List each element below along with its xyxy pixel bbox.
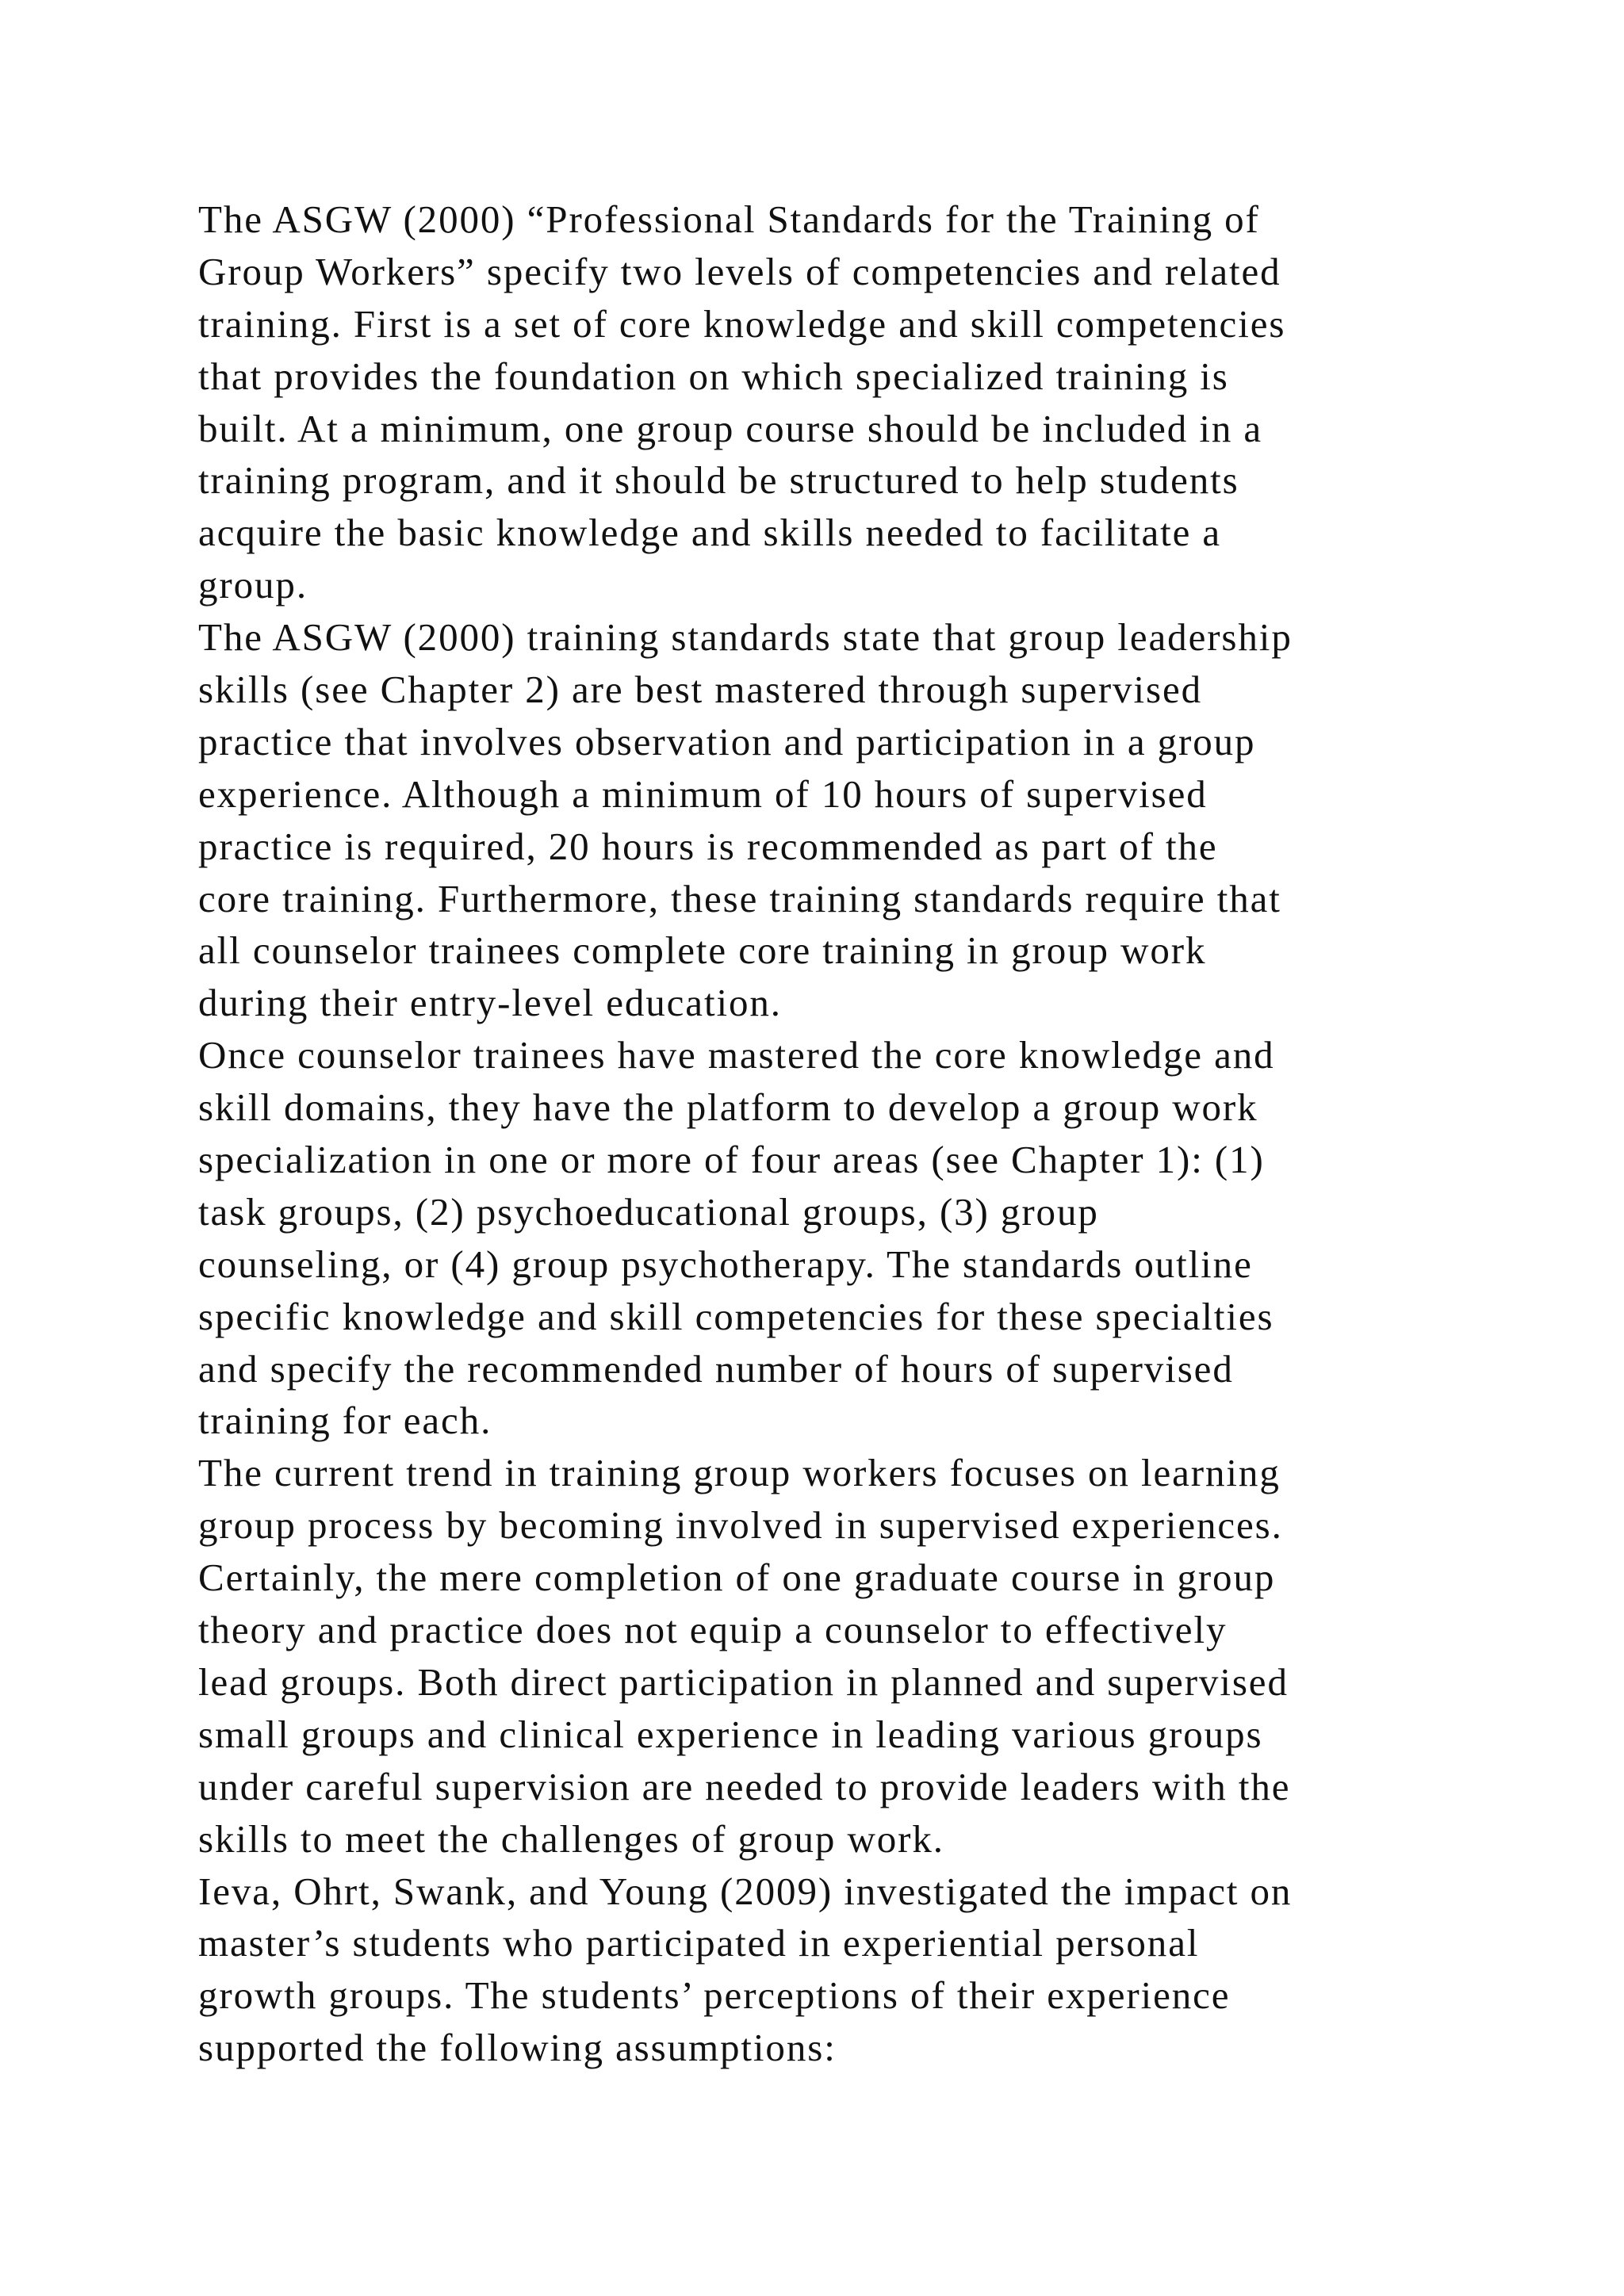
text-line: counseling, or (4) group psychotherapy. The standards outline — [198, 1242, 1253, 1286]
text-line: The current trend in training group workers focuses on learning — [198, 1451, 1281, 1495]
text-line: training for each. — [198, 1399, 492, 1443]
text-line: lead groups. Both direct participation in planned and supervised — [198, 1659, 1289, 1704]
text-line: practice that involves observation and participation in a group — [198, 719, 1256, 763]
text-line: Once counselor trainees have mastered the core knowledge and — [198, 1033, 1275, 1077]
text-line: The ASGW (2000) “Professional Standards for the Training of — [198, 197, 1260, 241]
paragraph-4 — [198, 1447, 1515, 1865]
paragraph-5 — [198, 1866, 1515, 2075]
text-line: experience. Although a minimum of 10 hours of supervised — [198, 771, 1208, 816]
text-line: under careful supervision are needed to provide leaders with the — [198, 1764, 1291, 1808]
text-line: all counselor trainees complete core training in group work — [198, 928, 1207, 973]
document-body — [198, 193, 1515, 2074]
text-line: group process by becoming involved in supervised experiences. — [198, 1503, 1283, 1548]
text-line: skills (see Chapter 2) are best mastered through supervised — [198, 668, 1202, 712]
text-line: task groups, (2) psychoeducational groups, (3) group — [198, 1189, 1099, 1234]
text-line: skills to meet the challenges of group work. — [198, 1816, 944, 1861]
text-line: core training. Furthermore, these training standards require that — [198, 876, 1281, 920]
text-line: The ASGW (2000) training standards state that group leadership — [198, 615, 1293, 660]
text-line: training. First is a set of core knowledge and skill competencies — [198, 301, 1286, 346]
text-line: specific knowledge and skill competencies for these specialties — [198, 1294, 1274, 1338]
text-line: supported the following assumptions: — [198, 2026, 837, 2070]
text-line: Ieva, Ohrt, Swank, and Young (2009) investigated the impact on — [198, 1869, 1293, 1913]
text-line: training program, and it should be structured to help students — [198, 458, 1239, 503]
paragraph-1 — [198, 193, 1515, 611]
text-line: small groups and clinical experience in leading various groups — [198, 1712, 1263, 1756]
paragraph-2 — [198, 611, 1515, 1029]
text-line: Certainly, the mere completion of one graduate course in group — [198, 1556, 1276, 1600]
text-line: that provides the foundation on which specialized training is — [198, 354, 1229, 398]
text-line: growth groups. The students’ perceptions of their experience — [198, 1973, 1231, 2018]
paragraph-3 — [198, 1029, 1515, 1447]
text-line: skill domains, they have the platform to develop a group work — [198, 1085, 1258, 1130]
text-line: master’s students who participated in experiential personal — [198, 1921, 1200, 1965]
text-line: practice is required, 20 hours is recommended as part of the — [198, 824, 1218, 868]
text-line: specialization in one or more of four areas (see Chapter 1): (1) — [198, 1138, 1265, 1182]
text-line: Group Workers” specify two levels of competencies and related — [198, 249, 1281, 293]
text-line: acquire the basic knowledge and skills needed to facilitate a — [198, 511, 1222, 555]
text-line: theory and practice does not equip a counselor to effectively — [198, 1608, 1228, 1652]
text-line: group. — [198, 563, 308, 607]
text-line: built. At a minimum, one group course should be included in a — [198, 406, 1263, 450]
text-line: and specify the recommended number of hours of supervised — [198, 1346, 1234, 1391]
text-line: during their entry-level education. — [198, 981, 782, 1025]
